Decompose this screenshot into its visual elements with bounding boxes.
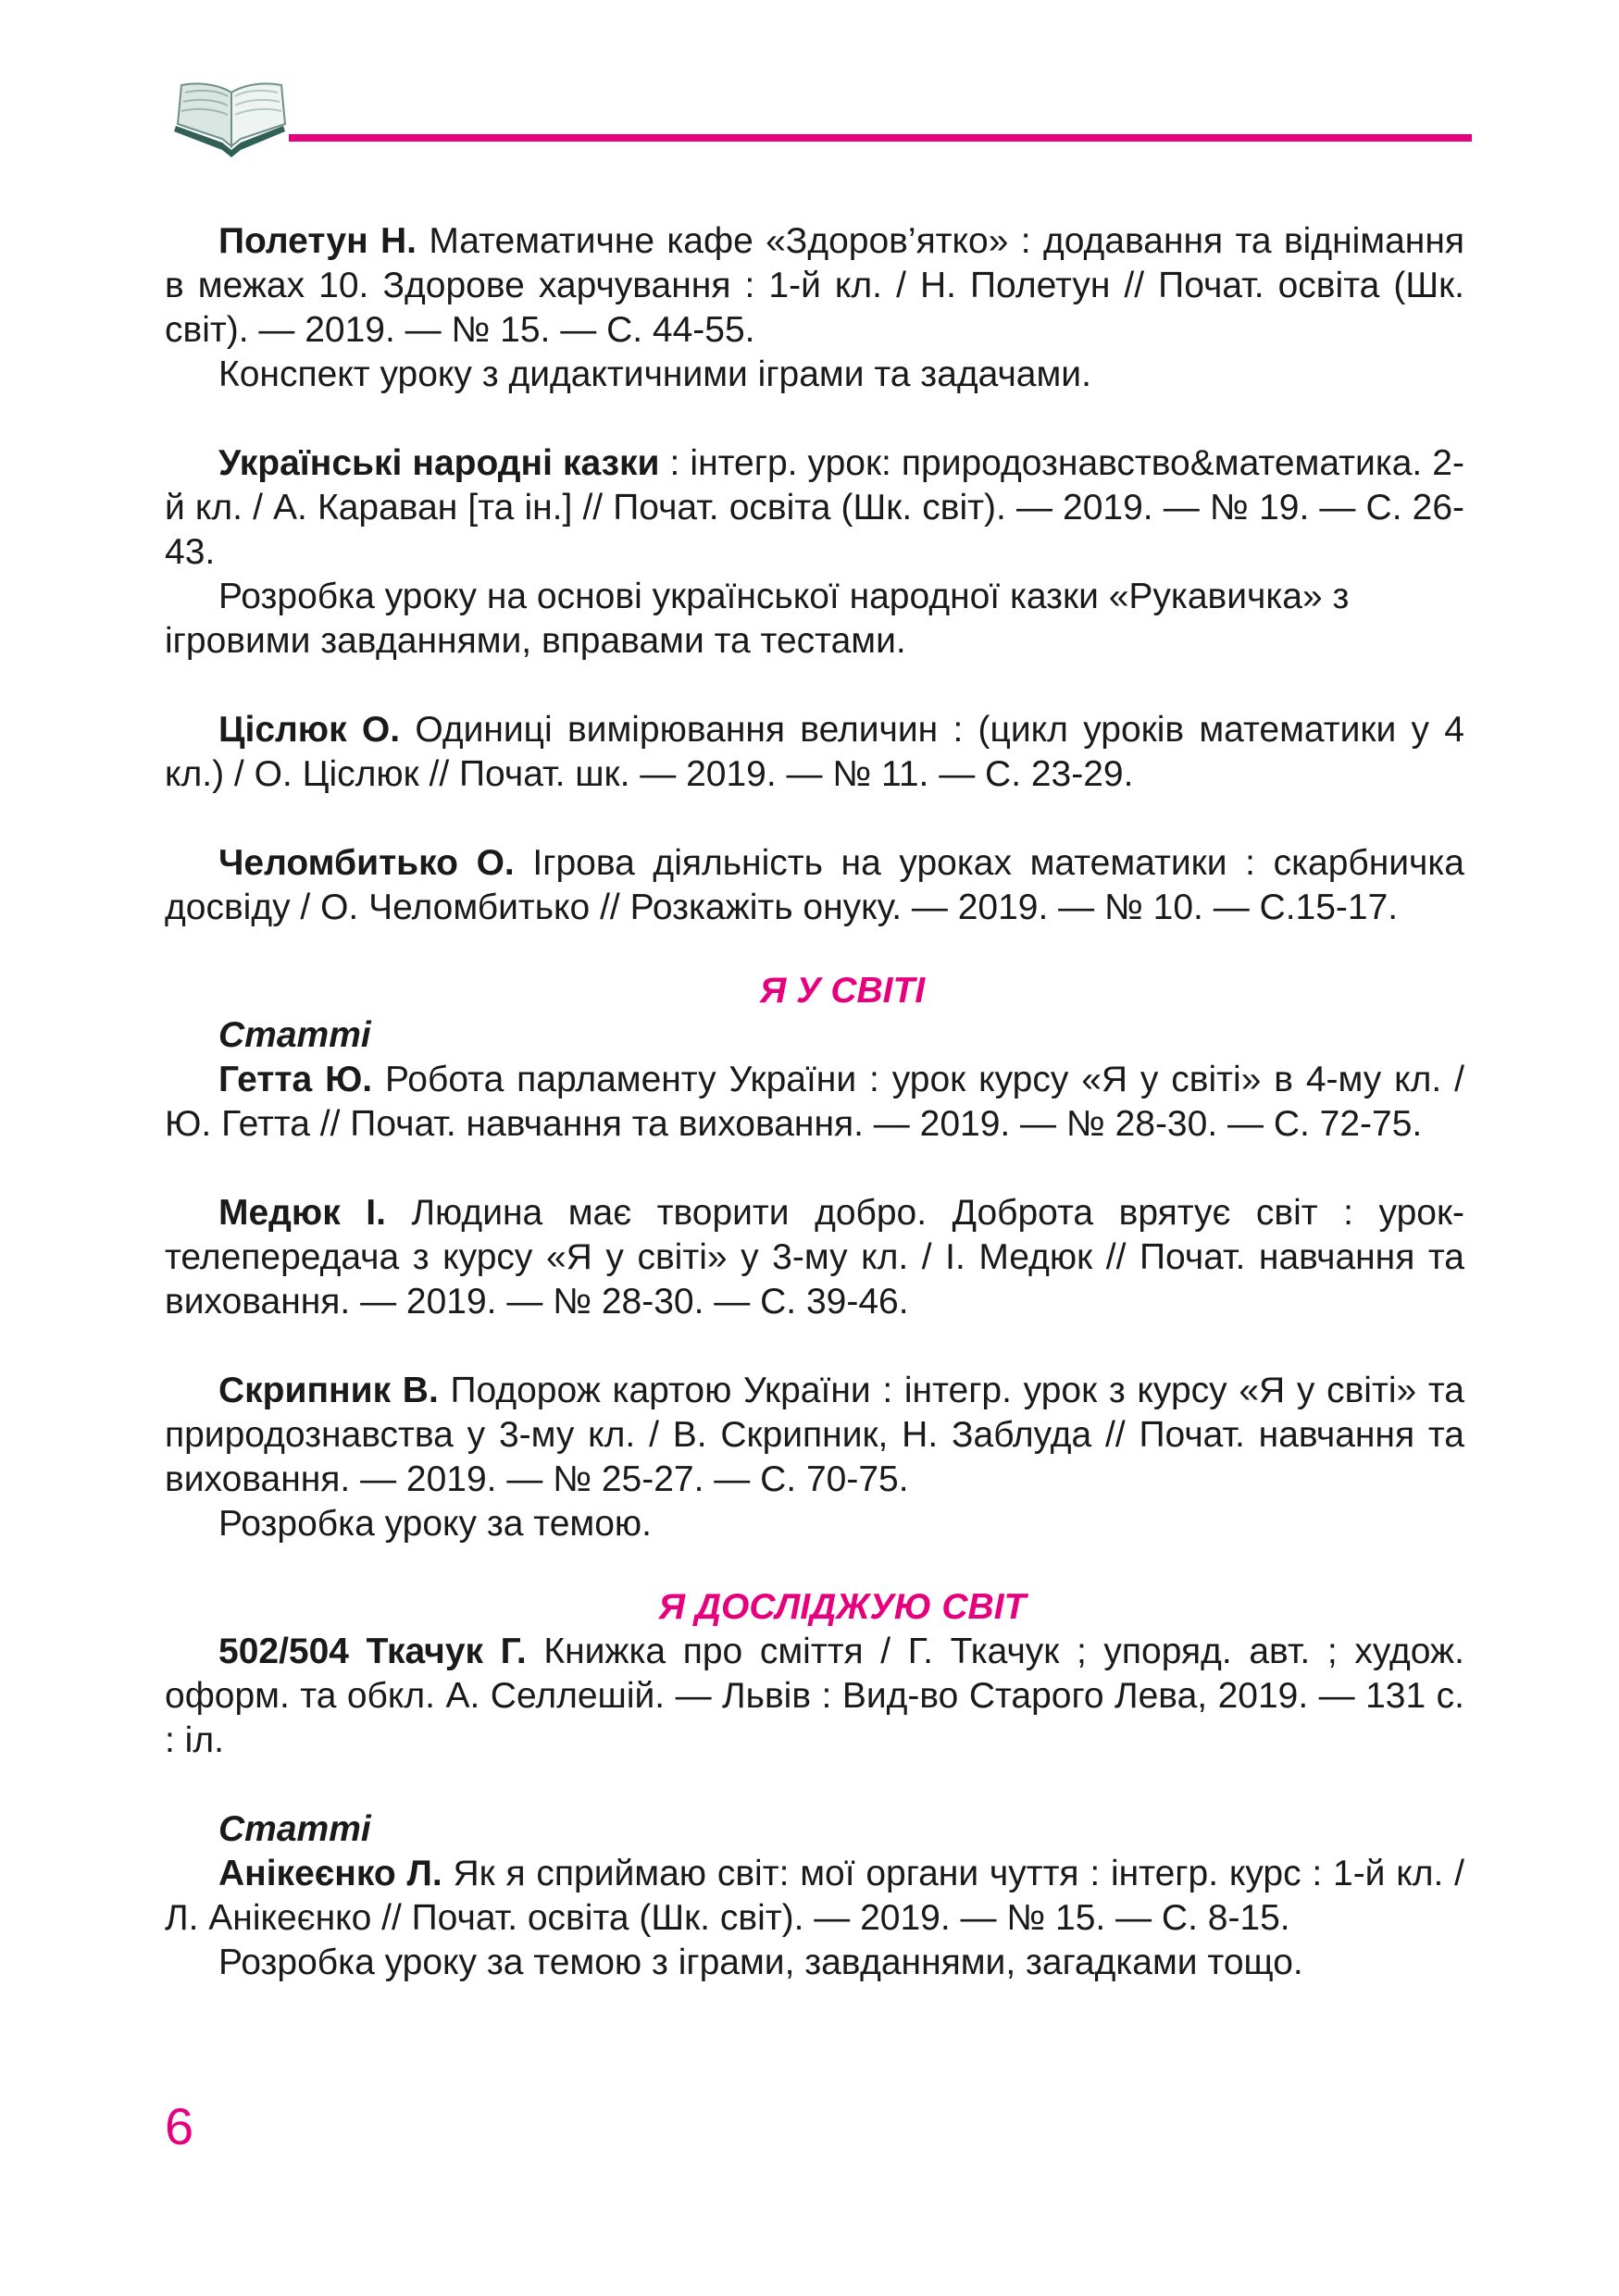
entry-body: Математичне кафе «Здоров’ятко» : додавання та віднімання в межах 10. Здорове харчування : 1-й кл. / Н. Полетун // Почат. освіта (Шк. світ). — 2019. — № 15. — С. 44-55. <box>165 221 1464 350</box>
bib-entry <box>165 841 1464 930</box>
bib-entry <box>165 1369 1464 1546</box>
entry-body: Подорож картою України : інтегр. урок з курсу «Я у світі» та природознавства у 3-му кл. / В. Скрипник, Н. Заблуда // Почат. навчання та виховання. — 2019. — № 25-27. — С. 70-75. <box>165 1371 1465 1499</box>
entry-annotation: Конспект уроку з дидактичними іграми та задачами. <box>218 354 1091 394</box>
entry-author: Полетун Н. <box>218 221 417 261</box>
bib-entry <box>165 708 1464 797</box>
entry-body: Книжка про сміття / Г. Ткачук ; упоряд. авт. ; худож. оформ. та обкл. А. Селлешій. — Львів : Вид-во Старого Лева, 2019. — 131 с. : іл. <box>165 1632 1464 1760</box>
bib-entry <box>165 219 1464 397</box>
bib-entry <box>165 441 1464 664</box>
entry-body: Одиниці вимірювання величин : (цикл уроків математики у 4 кл.) / О. Ціслюк // Почат. шк. — 2019. — № 11. — С. 23-29. <box>165 710 1464 794</box>
entry-text <box>165 841 1464 930</box>
bib-entry <box>165 1191 1464 1324</box>
entry-body: Ігрова діяльність на уроках математики : скарбничка досвіду / О. Челомбитько // Розкажіть онуку. — 2019. — № 10. — С.15-17. <box>165 843 1464 927</box>
page-content <box>165 219 1464 2029</box>
entry-text <box>165 1058 1464 1147</box>
entry-annotation: Розробка уроку за темою з іграми, завданнями, загадками тощо. <box>218 1942 1303 1982</box>
entry-text <box>165 1630 1464 1763</box>
entry-author: Анікеєнко Л. <box>218 1854 442 1893</box>
section-ya-u-sviti <box>165 969 1464 1546</box>
section-ya-doslidzhuyu-svit <box>165 1585 1464 1985</box>
header-rule <box>289 134 1472 142</box>
entry-author: Гетта Ю. <box>218 1060 373 1099</box>
entry-body: : інтегр. урок: природознавство&математика. 2-й кл. / А. Караван [та ін.] // Почат. освіта (Шк. світ). — 2019. — № 19. — С. 26-43. <box>165 443 1464 572</box>
entry-annotation: Розробка уроку на основі української народної казки «Рукавичка» з ігровими завданнями, вправами та тестами. <box>165 577 1350 661</box>
section-title: Я У СВІТІ <box>759 971 926 1011</box>
entry-text <box>165 708 1464 797</box>
section-title: Я ДОСЛІДЖУЮ СВІТ <box>658 1587 1027 1627</box>
bib-entry <box>165 1852 1464 1985</box>
entry-author: 502/504 Ткачук Г. <box>218 1632 527 1671</box>
bib-entry <box>165 1630 1464 1763</box>
entry-author: Українські народні казки <box>218 443 660 483</box>
entry-author: Челомбитько О. <box>218 843 515 883</box>
entry-author: Медюк І. <box>218 1193 386 1233</box>
entry-body: Як я сприймаю світ: мої органи чуття : інтегр. курс : 1-й кл. / Л. Анікеєнко // Почат. освіта (Шк. світ). — 2019. — № 15. — С. 8-15. <box>165 1854 1464 1938</box>
entry-text <box>165 1369 1464 1502</box>
entry-annotation: Розробка уроку за темою. <box>218 1504 652 1544</box>
section-subhead: Статті <box>218 1015 371 1055</box>
section-subhead: Статті <box>218 1809 371 1849</box>
entry-body: Робота парламенту України : урок курсу «Я у світі» в 4-му кл. / Ю. Гетта // Почат. навчання та виховання. — 2019. — № 28-30. — С. 72-75. <box>165 1060 1464 1144</box>
entry-author: Скрипник В. <box>218 1371 439 1410</box>
page-number: 6 <box>165 2097 194 2155</box>
entry-author: Ціслюк О. <box>218 710 401 750</box>
entry-body: Людина має творити добро. Доброта врятує світ : урок-телепередача з курсу «Я у світі» у 3-му кл. / І. Медюк // Почат. навчання та виховання. — 2019. — № 28-30. — С. 39-46. <box>165 1193 1464 1322</box>
page-header <box>167 65 1472 167</box>
entry-text <box>165 1191 1464 1324</box>
open-book-icon <box>167 65 296 167</box>
entry-text <box>165 219 1464 353</box>
entry-text <box>165 441 1464 575</box>
bib-entry <box>165 1058 1464 1147</box>
entry-text <box>165 1852 1464 1941</box>
